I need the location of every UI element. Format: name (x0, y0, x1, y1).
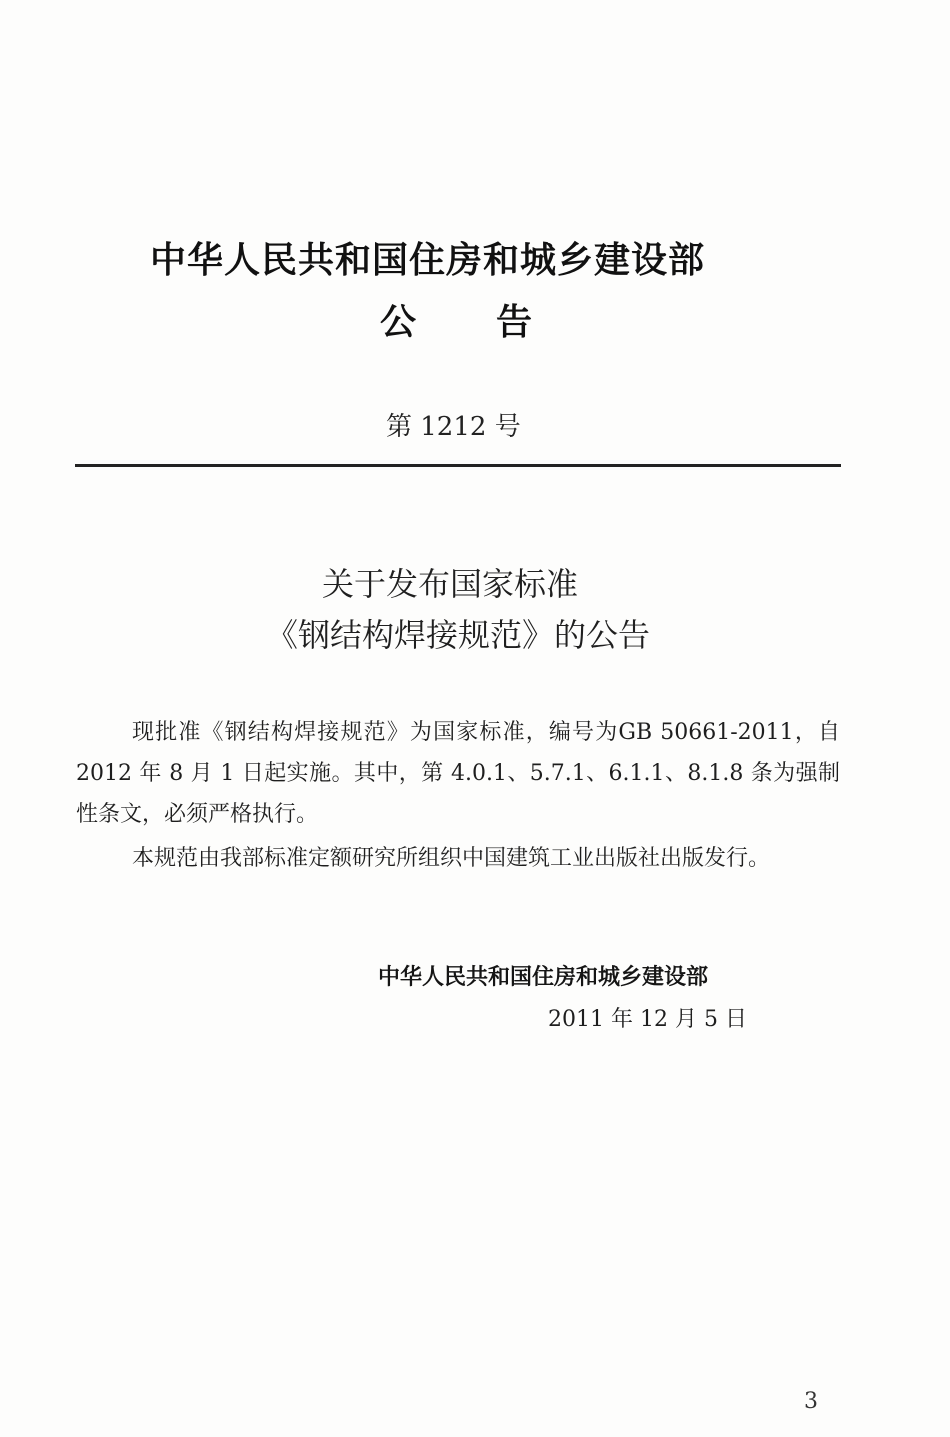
body-paragraph-2: 本规范由我部标准定额研究所组织中国建筑工业出版社出版发行。 (132, 846, 771, 871)
announcement-number: 第 1212 号 (386, 412, 521, 442)
body-paragraph-1: 现批准《钢结构焊接规范》为国家标准，编号为GB 50661-2011，自 2012 年 8 月 1 日起实施。其中，第 4.0.1、5.7.1、6.1.1、8.1.8 条为强制性条文，必须严格执行。 (76, 720, 840, 827)
issuer-title: 中华人民共和国住房和城乡建设部 (150, 240, 706, 281)
headline-line-1: 关于发布国家标准 (321, 565, 578, 603)
headline-line-2: 《钢结构焊接规范》的公告 (265, 616, 650, 654)
announcement-label: 公告 (380, 302, 613, 343)
page-number: 3 (804, 1389, 818, 1414)
header-divider (75, 464, 841, 467)
signature-date: 2011 年 12 月 5 日 (548, 1007, 747, 1032)
signature-organization: 中华人民共和国住房和城乡建设部 (378, 965, 709, 990)
